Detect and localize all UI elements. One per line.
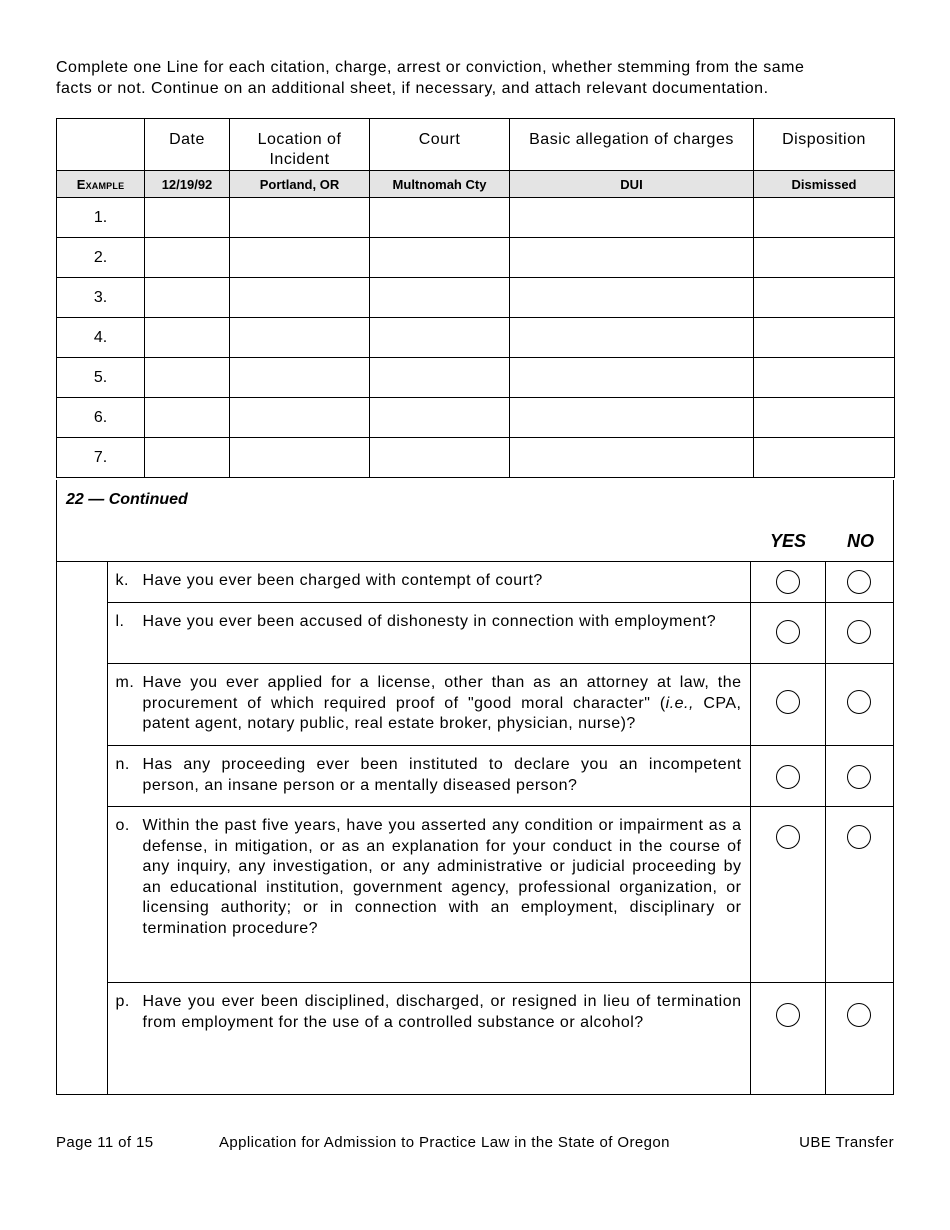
date-cell[interactable] xyxy=(145,238,230,278)
charges-table xyxy=(56,118,895,478)
question-text-part-2: CPA, patent agent, notary public, real estate broker, physician, nurse)? xyxy=(142,694,742,732)
questions-table xyxy=(57,561,893,1095)
disposition-cell[interactable] xyxy=(754,278,895,318)
instructions xyxy=(56,57,896,99)
row-number: 4. xyxy=(57,318,145,358)
footer-page-number: Page 11 of 15 xyxy=(56,1134,154,1151)
yes-cell xyxy=(750,603,825,664)
yes-cell xyxy=(750,983,825,1095)
question-text: Have you ever been disciplined, discharged, or resigned in lieu of termination from employment for the use of a controlled substance or alcohol? xyxy=(142,993,742,1031)
location-cell[interactable] xyxy=(230,318,370,358)
indent-column xyxy=(57,562,107,1095)
no-cell xyxy=(825,664,893,746)
row-number: 6. xyxy=(57,398,145,438)
question-text: Have you ever been charged with contempt of court? xyxy=(142,572,543,589)
court-cell[interactable] xyxy=(370,318,510,358)
no-radio[interactable] xyxy=(847,825,871,849)
no-cell xyxy=(825,983,893,1095)
court-cell[interactable] xyxy=(370,198,510,238)
question-letter: l. xyxy=(115,613,125,630)
header-location-line-2: Incident xyxy=(269,151,330,168)
location-cell[interactable] xyxy=(230,278,370,318)
yes-radio[interactable] xyxy=(776,765,800,789)
question-row-n xyxy=(57,746,893,807)
yes-radio[interactable] xyxy=(776,570,800,594)
question-o xyxy=(107,807,750,983)
table-row xyxy=(57,198,895,238)
location-cell[interactable] xyxy=(230,438,370,478)
no-radio[interactable] xyxy=(847,765,871,789)
example-label: Example xyxy=(57,171,145,198)
table-row xyxy=(57,278,895,318)
no-radio[interactable] xyxy=(847,620,871,644)
no-column-label: NO xyxy=(847,531,874,551)
no-radio[interactable] xyxy=(847,1003,871,1027)
date-cell[interactable] xyxy=(145,438,230,478)
header-blank xyxy=(57,119,145,171)
row-number: 7. xyxy=(57,438,145,478)
yes-cell xyxy=(750,807,825,983)
row-number: 3. xyxy=(57,278,145,318)
allegation-cell[interactable] xyxy=(510,358,754,398)
header-location-line-1: Location of xyxy=(257,131,342,148)
header-location xyxy=(230,119,370,171)
location-cell[interactable] xyxy=(230,398,370,438)
court-cell[interactable] xyxy=(370,238,510,278)
disposition-cell[interactable] xyxy=(754,318,895,358)
no-radio[interactable] xyxy=(847,690,871,714)
section-title: 22 — Continued xyxy=(66,491,188,508)
table-row xyxy=(57,398,895,438)
yes-cell xyxy=(750,746,825,807)
question-text-italic: i.e., xyxy=(665,694,694,712)
header-court: Court xyxy=(370,119,510,171)
location-cell[interactable] xyxy=(230,358,370,398)
no-cell xyxy=(825,603,893,664)
row-number: 5. xyxy=(57,358,145,398)
yes-cell xyxy=(750,664,825,746)
court-cell[interactable] xyxy=(370,398,510,438)
date-cell[interactable] xyxy=(145,198,230,238)
question-n xyxy=(107,746,750,807)
yes-radio[interactable] xyxy=(776,1003,800,1027)
question-p xyxy=(107,983,750,1095)
instructions-line-2: facts or not. Continue on an additional sheet, if necessary, and attach relevant documentation. xyxy=(56,80,769,97)
allegation-cell[interactable] xyxy=(510,278,754,318)
example-court: Multnomah Cty xyxy=(370,171,510,198)
allegation-cell[interactable] xyxy=(510,238,754,278)
table-row xyxy=(57,438,895,478)
question-row-p xyxy=(57,983,893,1095)
question-letter: o. xyxy=(115,817,130,834)
footer-right-label: UBE Transfer xyxy=(799,1134,894,1151)
no-radio[interactable] xyxy=(847,570,871,594)
footer-title: Application for Admission to Practice Law in the State of Oregon xyxy=(219,1134,670,1151)
no-cell xyxy=(825,746,893,807)
allegation-cell[interactable] xyxy=(510,318,754,358)
question-text xyxy=(143,674,742,732)
question-letter: n. xyxy=(115,756,130,773)
example-location: Portland, OR xyxy=(230,171,370,198)
question-row-l xyxy=(57,603,893,664)
charges-table-header xyxy=(57,119,895,171)
header-allegation: Basic allegation of charges xyxy=(510,119,754,171)
question-text: Within the past five years, have you asserted any condition or impairment as a defense, in mitigation, or as an explanation for your conduct in the course of any inquiry, any investigation, or any administrative or judicial proceeding by an educational institution, government agency, professional organization, or licensing authority; or in connection with an employment, disciplinary or termination procedure? xyxy=(142,817,742,937)
yes-radio[interactable] xyxy=(776,620,800,644)
no-cell xyxy=(825,562,893,603)
question-row-o xyxy=(57,807,893,983)
example-date: 12/19/92 xyxy=(145,171,230,198)
allegation-cell[interactable] xyxy=(510,198,754,238)
row-number: 2. xyxy=(57,238,145,278)
question-letter: m. xyxy=(115,674,135,691)
header-disposition: Disposition xyxy=(754,119,895,171)
question-k xyxy=(107,562,750,603)
disposition-cell[interactable] xyxy=(754,358,895,398)
disposition-cell[interactable] xyxy=(754,238,895,278)
location-cell[interactable] xyxy=(230,198,370,238)
table-row xyxy=(57,238,895,278)
example-disposition: Dismissed xyxy=(754,171,895,198)
question-text: Have you ever been accused of dishonesty in connection with employment? xyxy=(142,613,717,630)
table-row xyxy=(57,358,895,398)
court-cell[interactable] xyxy=(370,358,510,398)
yes-cell xyxy=(750,562,825,603)
date-cell[interactable] xyxy=(145,358,230,398)
instructions-line-1: Complete one Line for each citation, charge, arrest or conviction, whether stemming from the same xyxy=(56,59,805,76)
disposition-cell[interactable] xyxy=(754,198,895,238)
date-cell[interactable] xyxy=(145,318,230,358)
question-row-m xyxy=(57,664,893,746)
example-allegation: DUI xyxy=(510,171,754,198)
question-text: Has any proceeding ever been instituted to declare you an incompetent person, an insane person or a mentally diseased person? xyxy=(142,756,742,794)
question-l xyxy=(107,603,750,664)
header-date: Date xyxy=(145,119,230,171)
yes-radio[interactable] xyxy=(776,825,800,849)
yes-radio[interactable] xyxy=(776,690,800,714)
example-row xyxy=(57,171,895,198)
allegation-cell[interactable] xyxy=(510,398,754,438)
question-letter: k. xyxy=(115,572,129,589)
row-number: 1. xyxy=(57,198,145,238)
question-22-section xyxy=(56,480,894,1095)
question-row-k xyxy=(57,562,893,603)
question-letter: p. xyxy=(115,993,130,1010)
date-cell[interactable] xyxy=(145,398,230,438)
court-cell[interactable] xyxy=(370,438,510,478)
table-row xyxy=(57,318,895,358)
no-cell xyxy=(825,807,893,983)
disposition-cell[interactable] xyxy=(754,398,895,438)
court-cell[interactable] xyxy=(370,278,510,318)
question-m xyxy=(107,664,750,746)
disposition-cell[interactable] xyxy=(754,438,895,478)
allegation-cell[interactable] xyxy=(510,438,754,478)
question-text-part-1: Have you ever applied for a license, other than as an attorney at law, the procurement of which required proof of "good moral character" ( xyxy=(142,674,742,712)
date-cell[interactable] xyxy=(145,278,230,318)
location-cell[interactable] xyxy=(230,238,370,278)
yes-column-label: YES xyxy=(770,531,807,551)
